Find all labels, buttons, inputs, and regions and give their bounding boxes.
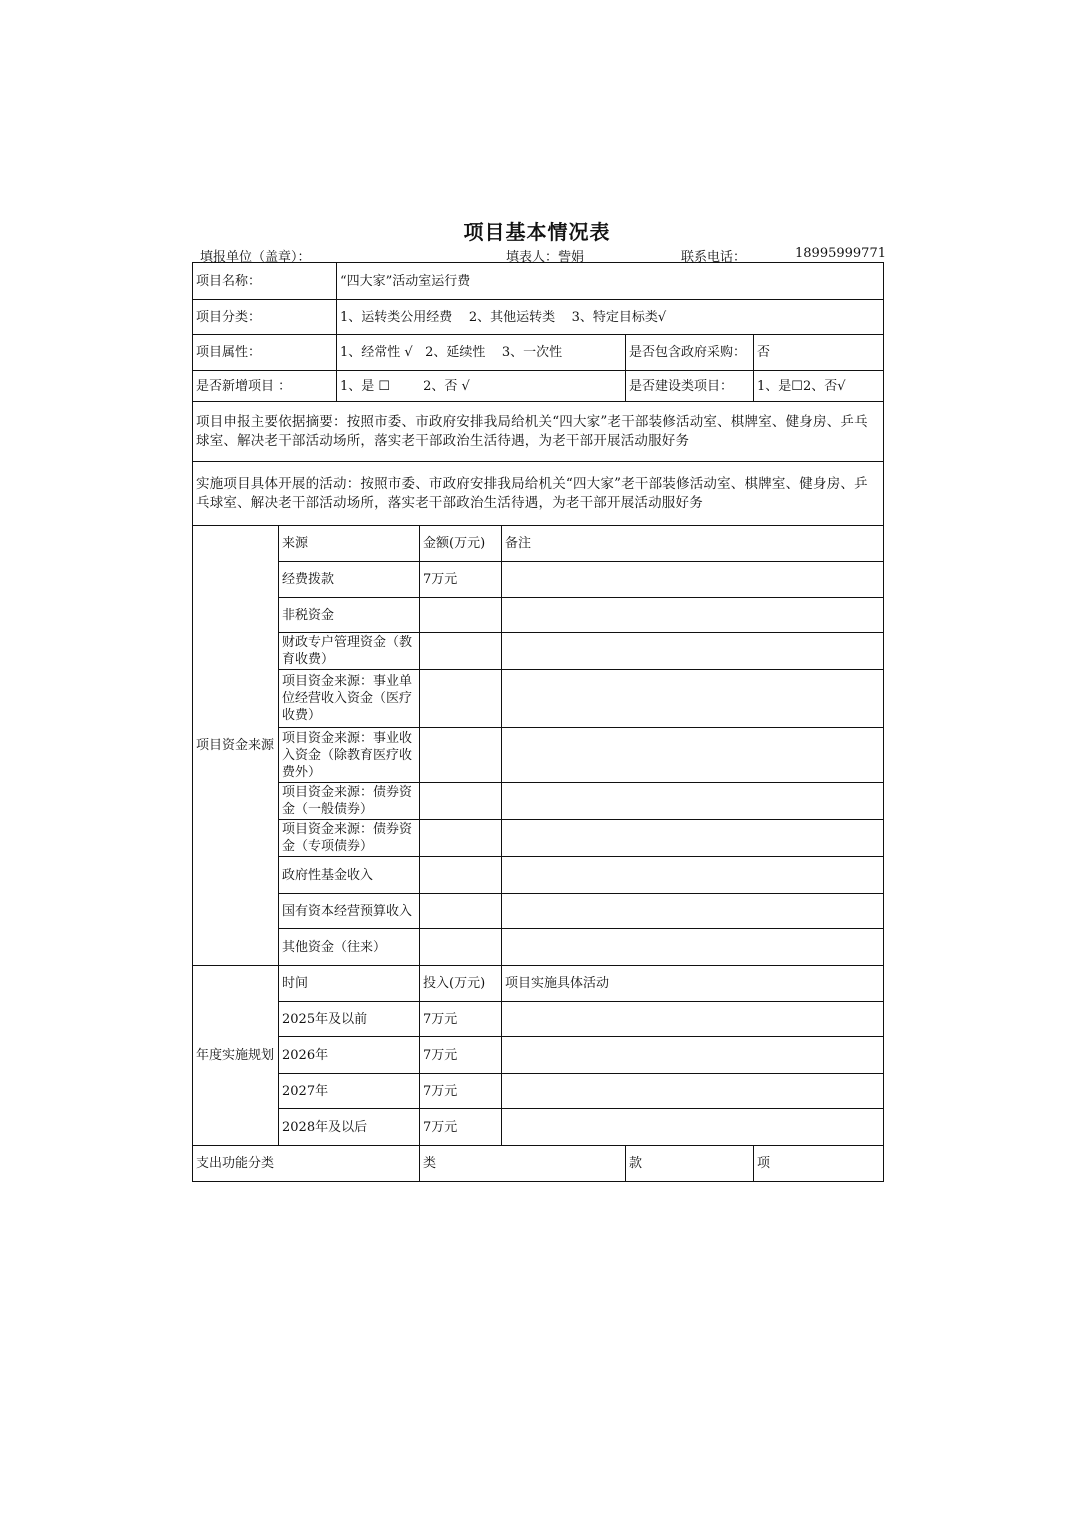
project-category-value: 1、运转类公用经费 2、其他运转类 3、特定目标类√ bbox=[337, 300, 884, 335]
new-project-value: 1、是 ☐ 2、否 √ bbox=[337, 371, 626, 402]
plan-invest: 7万元 bbox=[420, 1002, 502, 1037]
plan-invest: 7万元 bbox=[420, 1037, 502, 1074]
funding-source: 国有资本经营预算收入 bbox=[279, 894, 420, 929]
plan-invest: 7万元 bbox=[420, 1109, 502, 1146]
plan-section-label: 年度实施规划 bbox=[193, 966, 279, 1146]
funding-note-header: 备注 bbox=[502, 526, 884, 562]
phone-label: 联系电话： bbox=[681, 250, 747, 265]
funding-note bbox=[502, 820, 884, 857]
plan-activity bbox=[502, 1074, 884, 1109]
funding-source: 经费拨款 bbox=[279, 562, 420, 598]
funding-note bbox=[502, 894, 884, 929]
project-attribute-value: 1、经常性 √ 2、延续性 3、一次性 bbox=[337, 335, 626, 371]
unit-label: 填报单位（盖章）： bbox=[200, 250, 311, 265]
plan-time: 2027年 bbox=[279, 1074, 420, 1109]
funding-amount bbox=[420, 783, 502, 820]
expense-class-kuan: 款 bbox=[626, 1146, 754, 1182]
funding-section-label: 项目资金来源 bbox=[193, 526, 279, 966]
implementation-activities: 实施项目具体开展的活动：按照市委、市政府安排我局给机关“四大家”老干部装修活动室、棋牌室、健身房、乒乓球室、解决老干部活动场所，落实老干部政治生活待遇，为老干部开展活动服好务 bbox=[193, 462, 884, 526]
funding-source: 其他资金（往来） bbox=[279, 929, 420, 966]
funding-note bbox=[502, 857, 884, 894]
procurement-value: 否 bbox=[754, 335, 884, 371]
expense-class-xiang: 项 bbox=[754, 1146, 884, 1182]
funding-source: 政府性基金收入 bbox=[279, 857, 420, 894]
funding-amount bbox=[420, 728, 502, 783]
project-name-label: 项目名称： bbox=[193, 263, 337, 300]
funding-note bbox=[502, 562, 884, 598]
project-attribute-label: 项目属性： bbox=[193, 335, 337, 371]
funding-amount: 7万元 bbox=[420, 562, 502, 598]
project-category-label: 项目分类： bbox=[193, 300, 337, 335]
construction-label: 是否建设类项目： bbox=[626, 371, 754, 402]
funding-note bbox=[502, 728, 884, 783]
plan-activity-header: 项目实施具体活动 bbox=[502, 966, 884, 1002]
funding-amount bbox=[420, 820, 502, 857]
procurement-label: 是否包含政府采购： bbox=[626, 335, 754, 371]
new-project-label: 是否新增项目 ： bbox=[193, 371, 337, 402]
funding-source: 项目资金来源：事业收入资金（除教育医疗收费外） bbox=[279, 728, 420, 783]
funding-note bbox=[502, 670, 884, 728]
funding-amount bbox=[420, 894, 502, 929]
funding-note bbox=[502, 633, 884, 670]
phone-number: 18995999771 bbox=[795, 246, 886, 261]
funding-amount bbox=[420, 633, 502, 670]
basis-summary: 项目申报主要依据摘要：按照市委、市政府安排我局给机关“四大家”老干部装修活动室、棋牌室、健身房、乒乓球室、解决老干部活动场所，落实老干部政治生活待遇，为老干部开展活动服好务 bbox=[193, 402, 884, 462]
plan-invest: 7万元 bbox=[420, 1074, 502, 1109]
funding-amount bbox=[420, 598, 502, 633]
plan-time: 2028年及以后 bbox=[279, 1109, 420, 1146]
plan-time-header: 时间 bbox=[279, 966, 420, 1002]
funding-source: 项目资金来源：债券资金（专项债券） bbox=[279, 820, 420, 857]
construction-value: 1、是☐2、否√ bbox=[754, 371, 884, 402]
plan-activity bbox=[502, 1037, 884, 1074]
funding-note bbox=[502, 929, 884, 966]
funding-amount bbox=[420, 670, 502, 728]
funding-source-header: 来源 bbox=[279, 526, 420, 562]
funding-source: 非税资金 bbox=[279, 598, 420, 633]
plan-time: 2025年及以前 bbox=[279, 1002, 420, 1037]
expense-class-label: 支出功能分类 bbox=[193, 1146, 420, 1182]
plan-time: 2026年 bbox=[279, 1037, 420, 1074]
funding-note bbox=[502, 783, 884, 820]
project-name-value: “四大家”活动室运行费 bbox=[337, 263, 884, 300]
plan-invest-header: 投入(万元) bbox=[420, 966, 502, 1002]
filler-name: 填表人：訾娟 bbox=[506, 250, 585, 265]
funding-note bbox=[502, 598, 884, 633]
plan-activity bbox=[502, 1109, 884, 1146]
funding-amount bbox=[420, 929, 502, 966]
project-info-table bbox=[192, 262, 884, 1182]
page-title: 项目基本情况表 bbox=[463, 220, 611, 244]
plan-activity bbox=[502, 1002, 884, 1037]
funding-source: 财政专户管理资金（教育收费） bbox=[279, 633, 420, 670]
expense-class-lei: 类 bbox=[420, 1146, 626, 1182]
funding-source: 项目资金来源：债券资金（一般债券） bbox=[279, 783, 420, 820]
funding-source: 项目资金来源：事业单位经营收入资金（医疗收费） bbox=[279, 670, 420, 728]
funding-amount bbox=[420, 857, 502, 894]
funding-amount-header: 金额(万元) bbox=[420, 526, 502, 562]
